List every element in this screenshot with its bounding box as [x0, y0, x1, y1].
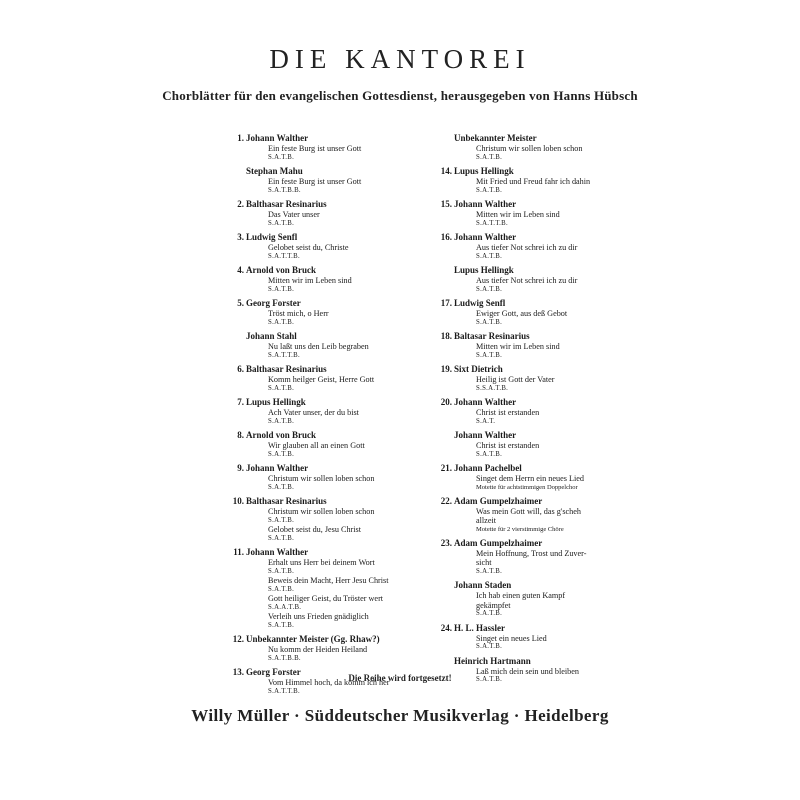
voicing: S.A.T.B. [476, 153, 503, 161]
work-title: Vom Himmel hoch, da komm ich her [268, 678, 390, 687]
work-title: Ein feste Burg ist unser Gott [268, 177, 362, 186]
voicing: S.A.T.B.B. [268, 654, 301, 662]
work-title: Ach Vater unser, der du bist [268, 408, 359, 417]
catalog-entry [436, 623, 648, 652]
entry-number: 19. [440, 364, 452, 374]
work-title: Wir glauben all an einen Gott [268, 441, 365, 450]
composer-name: Adam Gumpelzhaimer [454, 537, 543, 548]
composer-name: Johann Walther [454, 199, 517, 209]
composer-name: Georg Forster [246, 298, 301, 308]
work-title: Erhalt uns Herr bei deinem Wort [268, 558, 375, 567]
voicing: S.A.T.B.B. [268, 186, 301, 194]
composer-name: Stephan Mahu [246, 166, 303, 176]
work-note: Motette für 2 vierstimmige Chöre [476, 525, 564, 533]
page-subtitle: Chorblätter für den evangelischen Gottesdienst, herausgegeben von Hanns Hübsch [162, 88, 638, 103]
entry-number: 13. [232, 667, 244, 677]
composer-name: Adam Gumpelzhaimer [454, 495, 543, 506]
voicing: S.A.T.B. [476, 676, 503, 683]
entry-number: 8. [237, 430, 244, 440]
work-title: Ich hab einen guten Kampf [476, 591, 566, 600]
composer-name: Johann Walther [246, 547, 309, 557]
composer-name: Balthasar Resinarius [246, 364, 327, 374]
work-title: Mitten wir im Leben sind [476, 210, 560, 219]
work-title: Tröst mich, o Herr [268, 309, 329, 318]
catalog-entry [228, 463, 440, 492]
entry-number: 24. [440, 622, 452, 633]
entry-number: 10. [232, 496, 244, 506]
voicing: S.A.T.T.B. [268, 252, 301, 260]
catalog-entry [228, 298, 440, 327]
voicing: S.A.T.B. [268, 450, 295, 458]
work-title: Komm heilger Geist, Herre Gott [268, 375, 375, 384]
composer-name: Unbekannter Meister (Gg. Rhaw?) [246, 634, 380, 644]
voicing: S.A.T.B. [268, 318, 295, 326]
work-title: Christum wir sollen loben schon [268, 507, 375, 516]
entry-number: 2. [237, 199, 244, 209]
entry-number: 9. [237, 463, 244, 473]
composer-name: Arnold von Bruck [246, 430, 317, 440]
catalog-entry [436, 133, 648, 162]
voicing: S.S.A.T.B. [476, 384, 509, 392]
catalog-entry [436, 397, 648, 426]
entry-number: 20. [440, 397, 452, 407]
composer-name: Johann Walther [246, 133, 309, 143]
catalog-entry [436, 232, 648, 261]
catalog-entry [436, 430, 648, 459]
work-title: Aus tiefer Not schrei ich zu dir [476, 276, 578, 285]
entry-number: 22. [440, 495, 452, 506]
entry-number: 11. [233, 547, 244, 557]
voicing: S.A.T.B. [268, 417, 295, 425]
work-title: Singet ein neues Lied [476, 633, 547, 643]
voicing: S.A.T.B. [268, 567, 295, 575]
catalog-entry [436, 496, 648, 534]
work-title: Gelobet seist du, Jesu Christ [268, 525, 362, 534]
composer-name: Sixt Dietrich [454, 364, 503, 374]
work-title: Das Vater unser [268, 210, 320, 219]
catalog-entry [228, 133, 440, 162]
voicing: S.A.A.T.B. [268, 603, 302, 611]
work-title: Nu laßt uns den Leib begraben [268, 342, 369, 351]
work-title: Christum wir sollen loben schon [268, 474, 375, 483]
catalog-entry [228, 397, 440, 426]
entry-number: 23. [440, 537, 452, 548]
voicing: S.A.T.B. [268, 384, 295, 392]
voicing: S.A.T.B. [268, 483, 295, 491]
work-title: Christ ist erstanden [476, 408, 540, 417]
composer-name: Johann Walther [246, 463, 309, 473]
voicing: S.A.T.B. [268, 621, 295, 629]
catalog-entry [436, 364, 648, 393]
catalog-entry [228, 199, 440, 228]
composer-name: Johann Walther [454, 430, 517, 440]
catalog-entry [228, 430, 440, 459]
voicing: S.A.T. [476, 417, 496, 425]
composer-name: Lupus Hellingk [454, 265, 514, 275]
work-title-continued: gekämpfet [476, 600, 511, 610]
composer-name: Arnold von Bruck [246, 265, 317, 275]
work-title-continued: sicht [476, 558, 492, 567]
entry-number: 3. [237, 232, 244, 242]
catalog-entry [436, 166, 648, 195]
work-title: Mein Hoffnung, Trost und Zuver- [476, 548, 587, 558]
entry-number: 4. [237, 265, 244, 275]
work-title: Gelobet seist du, Christe [268, 243, 349, 252]
voicing: S.A.T.B. [476, 252, 503, 260]
catalog-entry [436, 265, 648, 294]
work-title: Mitten wir im Leben sind [476, 342, 560, 351]
voicing: S.A.T.B. [268, 534, 295, 542]
voicing: S.A.T.B. [268, 285, 295, 293]
work-title: Christum wir sollen loben schon [476, 144, 583, 153]
composer-name: Unbekannter Meister [454, 133, 537, 143]
voicing: S.A.T.T.B. [268, 351, 301, 359]
catalog-entry [228, 265, 440, 294]
composer-name: Johann Walther [454, 232, 517, 242]
voicing: S.A.T.B. [268, 219, 295, 227]
composer-name: Ludwig Senfl [246, 232, 298, 242]
catalog-entry [436, 538, 648, 577]
catalog-entry [436, 298, 648, 327]
voicing: S.A.T.B. [476, 450, 503, 458]
voicing: S.A.T.B. [476, 610, 503, 617]
work-title: Mit Fried und Freud fahr ich dahin [476, 177, 591, 186]
work-title-continued: allzeit [476, 516, 497, 525]
work-note: Motette für achtstimmigen Doppelchor [476, 483, 578, 491]
catalog-entry [228, 634, 440, 663]
voicing: S.A.T.B. [268, 516, 295, 524]
voicing: S.A.T.B. [268, 153, 295, 161]
voicing: S.A.T.T.B. [268, 687, 301, 695]
entry-number: 7. [237, 397, 244, 407]
composer-name: Balthasar Resinarius [246, 496, 327, 506]
catalog-entry [228, 364, 440, 393]
entry-number: 17. [440, 298, 452, 308]
catalog-entry [228, 547, 440, 630]
entry-number: 12. [232, 634, 244, 644]
catalog-entry [228, 496, 440, 543]
entry-number: 14. [440, 166, 452, 176]
catalog-entry [436, 199, 648, 228]
continuation-note: Die Reihe wird fortgesetzt! [348, 673, 452, 683]
work-title: Ein feste Burg ist unser Gott [268, 144, 362, 153]
composer-name: Lupus Hellingk [246, 397, 306, 407]
work-title: Nu komm der Heiden Heiland [268, 645, 368, 654]
catalog-entry [228, 232, 440, 261]
catalog-entry [436, 463, 648, 492]
catalog-column-right [436, 133, 648, 689]
voicing: S.A.T.T.B. [476, 219, 509, 227]
entry-number: 21. [440, 463, 452, 473]
composer-name: Balthasar Resinarius [246, 199, 327, 209]
catalog-column-left [228, 133, 440, 700]
work-title: Heilig ist Gott der Vater [476, 375, 555, 384]
composer-name: Baltasar Resinarius [454, 331, 530, 341]
entry-number: 6. [237, 364, 244, 374]
entry-number: 18. [440, 331, 452, 341]
voicing: S.A.T.B. [476, 567, 503, 575]
work-title: Gott heiliger Geist, du Tröster wert [268, 594, 384, 603]
work-title: Verleih uns Frieden gnädiglich [268, 612, 369, 621]
composer-name: Johann Walther [454, 397, 517, 407]
composer-name: Ludwig Senfl [454, 298, 506, 308]
composer-name: Johann Stahl [246, 331, 297, 341]
work-title: Ewiger Gott, aus deß Gebot [476, 309, 568, 318]
composer-name: Lupus Hellingk [454, 166, 514, 176]
work-title: Mitten wir im Leben sind [268, 276, 352, 285]
composer-name: Georg Forster [246, 667, 301, 677]
entry-number: 1. [237, 133, 244, 143]
work-title: Christ ist erstanden [476, 441, 540, 450]
composer-name: Johann Staden [454, 580, 512, 590]
catalog-entry [436, 580, 648, 619]
entry-number: 15. [440, 199, 452, 209]
entry-number: 5. [237, 298, 244, 308]
catalog-entry [228, 331, 440, 360]
composer-name: Heinrich Hartmann [454, 655, 531, 666]
voicing: S.A.T.B. [476, 318, 503, 326]
catalog-entry [436, 331, 648, 360]
entry-number: 16. [440, 232, 452, 242]
page-title: DIE KANTOREI [269, 44, 531, 74]
work-title: Was mein Gott will, das g'scheh [476, 506, 581, 516]
voicing: S.A.T.B. [476, 186, 503, 194]
work-title: Beweis dein Macht, Herr Jesu Christ [268, 576, 389, 585]
composer-name: H. L. Hassler [454, 622, 505, 633]
work-title: Singet dem Herrn ein neues Lied [476, 474, 584, 483]
work-title: Aus tiefer Not schrei ich zu dir [476, 243, 578, 252]
voicing: S.A.T.B. [476, 643, 503, 650]
composer-name: Johann Pachelbel [454, 463, 522, 473]
work-title: Laß mich dein sein und bleiben [476, 666, 579, 676]
voicing: S.A.T.B. [268, 585, 295, 593]
catalog-entry [228, 166, 440, 195]
voicing: S.A.T.B. [476, 351, 503, 359]
publisher-line: Willy Müller · Süddeutscher Musikverlag · Heidelberg [191, 706, 609, 725]
voicing: S.A.T.B. [476, 285, 503, 293]
